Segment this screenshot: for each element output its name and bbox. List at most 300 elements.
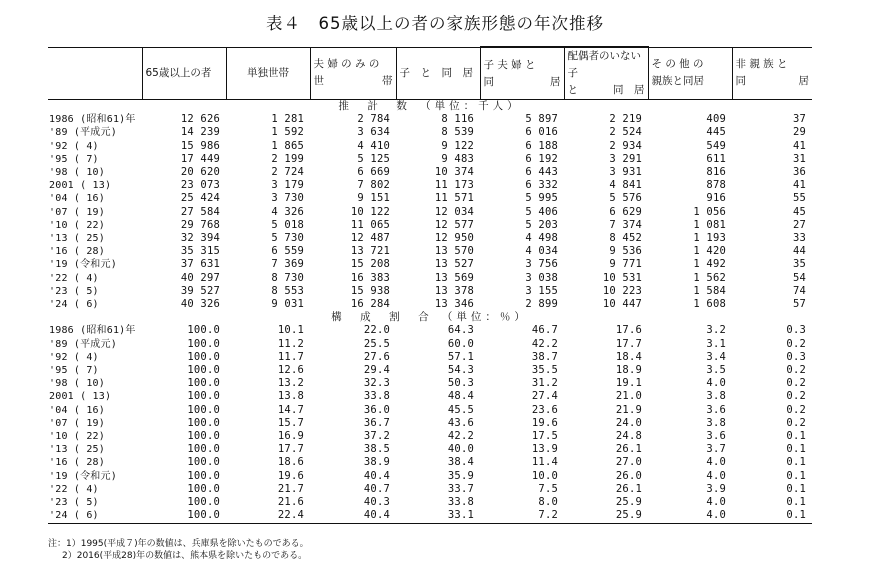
table-cell: 100.0 (187, 377, 220, 390)
table-cell: 33 (792, 232, 806, 245)
table-cell: 25.9 (615, 496, 642, 509)
row-year-label: 2001 ( 13) (49, 180, 112, 192)
table-row (48, 417, 812, 430)
table-row (48, 456, 812, 469)
table-cell: 16.9 (277, 430, 304, 443)
table-cell: 3.1 (706, 337, 726, 350)
table-cell: 57.1 (447, 350, 474, 363)
row-year-label: '92 ( 4) (49, 140, 99, 152)
table-cell: 16 284 (350, 298, 390, 311)
table-cell: 42.2 (447, 430, 474, 443)
table-cell: 57 (792, 298, 806, 311)
table-cell: 10.1 (277, 324, 304, 337)
table-cell: 17.5 (531, 430, 558, 443)
table-cell: 15 208 (350, 258, 390, 271)
table-cell: 36.7 (363, 416, 390, 429)
table-cell: 2 219 (609, 113, 642, 126)
table-cell: 20 620 (180, 166, 220, 179)
table-cell: 18.4 (615, 350, 642, 363)
table-cell: 40.3 (363, 496, 390, 509)
header-couple (310, 47, 396, 100)
table-cell: 27 584 (180, 205, 220, 218)
table-cell: 23 073 (180, 179, 220, 192)
table-cell: 1 492 (693, 258, 726, 271)
table-cell: 10 122 (350, 205, 390, 218)
table-row (48, 509, 812, 523)
table-cell: 17.6 (615, 324, 642, 337)
table-cell: 35 315 (180, 245, 220, 258)
table-cell: 33.8 (447, 496, 474, 509)
table-cell: 1 592 (271, 126, 304, 139)
table-cell: 0.3 (786, 324, 806, 337)
table-cell: 48.4 (447, 390, 474, 403)
table-cell: 100.0 (187, 403, 220, 416)
table-row (48, 206, 812, 219)
table-row (48, 232, 812, 245)
table-cell: 40 297 (180, 271, 220, 284)
table-row (48, 470, 812, 483)
table-cell: 26.1 (615, 482, 642, 495)
table-cell: 37.2 (363, 430, 390, 443)
table-cell: 0.1 (786, 496, 806, 509)
table-row (48, 496, 812, 509)
table-cell: 15.7 (277, 416, 304, 429)
table-cell: 40 326 (180, 298, 220, 311)
header-other-line1: そ の 他 の (651, 58, 704, 71)
table-cell: 1 562 (693, 271, 726, 284)
table-cell: 27.6 (363, 350, 390, 363)
table-cell: 0.1 (786, 443, 806, 456)
row-year-label: '16 ( 28) (49, 457, 105, 469)
table-row (48, 219, 812, 232)
table-cell: 14.7 (277, 403, 304, 416)
table-cell: 6 192 (525, 152, 558, 165)
table-cell: 35.5 (531, 364, 558, 377)
table-cell: 0.1 (786, 469, 806, 482)
table-cell: 13.9 (531, 443, 558, 456)
table-cell: 6 188 (525, 139, 558, 152)
header-couple-line1: 夫 婦 の み の (313, 58, 380, 71)
table-cell: 100.0 (187, 443, 220, 456)
row-year-label: '13 ( 25) (49, 444, 105, 456)
header-child-couple-line2b: 居 (550, 75, 561, 88)
header-nonrel-line2a: 同 (735, 75, 746, 88)
table-cell: 100.0 (187, 482, 220, 495)
row-year-label: '95 ( 7) (49, 365, 99, 377)
table-cell: 13 570 (434, 245, 474, 258)
table-cell: 22.0 (363, 324, 390, 337)
table-row (48, 192, 812, 205)
header-single: 単独世帯 (226, 47, 310, 100)
header-couple-line2 (314, 73, 393, 90)
table-cell: 45.5 (447, 403, 474, 416)
header-corner (48, 47, 142, 100)
footnote-2: 2）2016(平成28)年の数値は、熊本県を除いたものである。 (62, 551, 308, 561)
table-cell: 21.7 (277, 482, 304, 495)
table-cell: 12 034 (434, 205, 474, 218)
table-cell: 14 239 (180, 126, 220, 139)
row-year-label: 1986 (昭和61)年 (49, 114, 136, 126)
table-cell: 54.3 (447, 364, 474, 377)
header-couple-line2b: 帯 (382, 75, 393, 88)
section-header-row (48, 100, 812, 114)
table-cell: 26.0 (615, 469, 642, 482)
header-child-couple-line2a: 同 (483, 75, 494, 88)
table-cell: 1 193 (693, 232, 726, 245)
table-cell: 3.7 (706, 443, 726, 456)
table-cell: 3.6 (706, 403, 726, 416)
table-cell: 4.0 (706, 377, 726, 390)
table-cell: 33.7 (447, 482, 474, 495)
table-cell: 3 634 (357, 126, 390, 139)
table-cell: 8 553 (271, 284, 304, 297)
table-cell: 19.6 (531, 416, 558, 429)
header-unmarried-line2a: と (567, 84, 578, 96)
header-child-couple (480, 47, 564, 100)
table-cell: 7.2 (480, 509, 564, 523)
table-cell: 39 527 (180, 284, 220, 297)
table-row (48, 390, 812, 403)
table-cell: 2 724 (271, 166, 304, 179)
row-year-label: '22 ( 4) (49, 272, 99, 284)
table-cell: 27.4 (531, 390, 558, 403)
table-cell: 100.0 (142, 509, 226, 523)
row-year-label: '98 ( 10) (49, 167, 105, 179)
table-cell: 64.3 (447, 324, 474, 337)
table-cell: 2 784 (357, 113, 390, 126)
table-cell: 40.4 (310, 509, 396, 523)
header-child-couple-line1: 子 夫 婦 と (483, 58, 536, 71)
table-cell: 3 931 (609, 166, 642, 179)
table-cell: 11.7 (277, 350, 304, 363)
table-cell: 31 (792, 152, 806, 165)
table-cell: 29 (792, 126, 806, 139)
table-cell: 100.0 (187, 496, 220, 509)
table-cell: 33.1 (396, 509, 480, 523)
table-body (48, 100, 812, 524)
table-cell: 4 326 (271, 205, 304, 218)
table-cell: 16 383 (350, 271, 390, 284)
table-cell: 38.5 (363, 443, 390, 456)
header-unmarried-child (564, 47, 648, 100)
footnote-1: 注：1）1995(平成７)年の数値は、兵庫県を除いたものである。 (48, 539, 309, 549)
table-cell: 18.6 (277, 456, 304, 469)
header-nonrel-line1: 非 親 族 と (735, 58, 788, 71)
table-cell: 2 899 (525, 298, 558, 311)
section-header-row (48, 311, 812, 324)
table-row (48, 153, 812, 166)
table-cell: 8 452 (609, 232, 642, 245)
table-cell: 3 179 (271, 179, 304, 192)
table-cell: 35 (792, 258, 806, 271)
table-cell: 19.6 (277, 469, 304, 482)
table-cell: 3.8 (706, 390, 726, 403)
table-cell: 12 487 (350, 232, 390, 245)
table-row (48, 166, 812, 179)
table-cell: 29.4 (363, 364, 390, 377)
table-cell: 6 629 (609, 205, 642, 218)
row-year-label: '22 ( 4) (49, 483, 99, 495)
row-year-label: '24 ( 6) (49, 299, 99, 311)
table-row (48, 364, 812, 377)
table-cell: 9 151 (357, 192, 390, 205)
table-row (48, 483, 812, 496)
table-cell: 0.1 (786, 456, 806, 469)
table-cell: 5 125 (357, 152, 390, 165)
table-cell: 12 626 (180, 113, 220, 126)
table-cell: 33.8 (363, 390, 390, 403)
table-cell: 24.0 (615, 416, 642, 429)
table-cell: 40.7 (363, 482, 390, 495)
table-cell: 54 (792, 271, 806, 284)
table-cell: 40.4 (363, 469, 390, 482)
table-cell: 5 018 (271, 218, 304, 231)
table-cell: 100.0 (187, 469, 220, 482)
table-cell: 37 (792, 113, 806, 126)
table-cell: 100.0 (187, 350, 220, 363)
table-cell: 9 031 (271, 298, 304, 311)
table-cell: 12 577 (434, 218, 474, 231)
table-cell: 1 584 (693, 284, 726, 297)
row-year-label: '04 ( 16) (49, 404, 105, 416)
table-cell: 13 721 (350, 245, 390, 258)
table-cell: 12 950 (434, 232, 474, 245)
header-other-line2: 親族と同居 (651, 75, 704, 88)
table-cell: 4.0 (706, 469, 726, 482)
table-cell: 10 447 (602, 298, 642, 311)
table-cell: 29 768 (180, 218, 220, 231)
row-year-label: 1986 (昭和61)年 (49, 325, 136, 337)
table-cell: 21.9 (615, 403, 642, 416)
table-cell: 19.1 (615, 377, 642, 390)
table-row (48, 298, 812, 311)
family-type-table-container (48, 46, 812, 524)
table-cell: 100.0 (187, 390, 220, 403)
table-cell: 3.2 (706, 324, 726, 337)
table-cell: 1 420 (693, 245, 726, 258)
footnotes (48, 538, 309, 562)
table-cell: 100.0 (187, 324, 220, 337)
table-cell: 7 369 (271, 258, 304, 271)
row-year-label: '16 ( 28) (49, 246, 105, 258)
table-cell: 4 498 (525, 232, 558, 245)
table-cell: 13 346 (434, 298, 474, 311)
table-row (48, 324, 812, 337)
table-cell: 445 (706, 126, 726, 139)
table-cell: 5 730 (271, 232, 304, 245)
table-cell: 42.2 (531, 337, 558, 350)
row-year-label: '89 (平成元) (49, 338, 117, 350)
row-year-label: '10 ( 22) (49, 431, 105, 443)
table-cell: 9 483 (441, 152, 474, 165)
row-year-label: '89 (平成元) (49, 127, 117, 139)
table-cell: 11 173 (434, 179, 474, 192)
table-cell: 0.2 (786, 403, 806, 416)
header-elderly: 65歳以上の者 (142, 47, 226, 100)
row-year-label: '19 (令和元) (49, 470, 117, 482)
row-year-label: '24 ( 6) (48, 509, 142, 523)
table-cell: 6 016 (525, 126, 558, 139)
table-cell: 1 608 (693, 298, 726, 311)
row-year-label: '23 ( 5) (49, 497, 99, 509)
table-cell: 4 034 (525, 245, 558, 258)
table-cell: 1 865 (271, 139, 304, 152)
table-cell: 8 116 (441, 113, 474, 126)
table-row (48, 140, 812, 153)
row-year-label: '07 ( 19) (49, 417, 105, 429)
table-cell: 26.1 (615, 443, 642, 456)
table-cell: 36 (792, 166, 806, 179)
table-cell: 0.2 (786, 416, 806, 429)
table-row (48, 245, 812, 258)
table-cell: 32 394 (180, 232, 220, 245)
row-year-label: '10 ( 22) (49, 219, 105, 231)
table-row (48, 430, 812, 443)
table-cell: 38.9 (363, 456, 390, 469)
table-cell: 18.9 (615, 364, 642, 377)
table-cell: 4.0 (648, 509, 732, 523)
table-cell: 0.2 (786, 390, 806, 403)
table-cell: 100.0 (187, 456, 220, 469)
table-cell: 74 (792, 284, 806, 297)
table-row (48, 113, 812, 126)
row-year-label: '19 (令和元) (49, 259, 117, 271)
row-year-label: '13 ( 25) (49, 233, 105, 245)
table-cell: 878 (706, 179, 726, 192)
header-couple-line2a: 世 (313, 75, 324, 88)
table-row (48, 377, 812, 390)
table-cell: 5 203 (525, 218, 558, 231)
table-cell: 43.6 (447, 416, 474, 429)
table-cell: 38.7 (531, 350, 558, 363)
table-cell: 13 569 (434, 271, 474, 284)
table-cell: 11 065 (350, 218, 390, 231)
table-cell: 17.7 (277, 443, 304, 456)
table-row (48, 404, 812, 417)
table-cell: 3 756 (525, 258, 558, 271)
table-cell: 25.5 (363, 337, 390, 350)
table-cell: 3.6 (706, 430, 726, 443)
table-cell: 7 802 (357, 179, 390, 192)
table-cell: 44 (792, 245, 806, 258)
table-cell: 27 (792, 218, 806, 231)
table-row (48, 443, 812, 456)
table-cell: 4 841 (609, 179, 642, 192)
table-cell: 45 (792, 205, 806, 218)
table-cell: 6 332 (525, 179, 558, 192)
row-year-label: '95 ( 7) (49, 153, 99, 165)
row-year-label: '04 ( 16) (49, 193, 105, 205)
table-cell: 549 (706, 139, 726, 152)
table-cell: 50.3 (447, 377, 474, 390)
table-cell: 1 081 (693, 218, 726, 231)
table-cell: 6 559 (271, 245, 304, 258)
header-non-relatives (732, 47, 812, 100)
table-cell: 5 576 (609, 192, 642, 205)
table-cell: 21.6 (277, 496, 304, 509)
table-cell: 41 (792, 179, 806, 192)
header-unmarried-line1: 配偶者のいない子 (567, 50, 641, 79)
table-cell: 5 406 (525, 205, 558, 218)
table-cell: 13 378 (434, 284, 474, 297)
table-cell: 40.0 (447, 443, 474, 456)
table-cell: 3 291 (609, 152, 642, 165)
header-child-couple-line2 (484, 74, 561, 91)
table-row (48, 351, 812, 364)
row-year-label: '92 ( 4) (49, 351, 99, 363)
table-cell: 10 374 (434, 166, 474, 179)
table-cell: 5 897 (525, 113, 558, 126)
row-year-label: '98 ( 10) (49, 378, 105, 390)
table-cell: 0.1 (786, 482, 806, 495)
table-cell: 100.0 (187, 364, 220, 377)
header-with-child: 子 と 同 居 (396, 47, 480, 100)
table-cell: 15 986 (180, 139, 220, 152)
table-cell: 8 730 (271, 271, 304, 284)
table-cell: 4 410 (357, 139, 390, 152)
table-cell: 100.0 (187, 416, 220, 429)
table-cell: 3.9 (706, 482, 726, 495)
table-cell: 2 934 (609, 139, 642, 152)
table-cell: 3.8 (706, 416, 726, 429)
table-cell: 25 424 (180, 192, 220, 205)
table-cell: 12.6 (277, 364, 304, 377)
table-cell: 11.2 (277, 337, 304, 350)
table-cell: 3.4 (706, 350, 726, 363)
table-header-row (48, 47, 812, 100)
table-row (48, 272, 812, 285)
table-cell: 37 631 (180, 258, 220, 271)
table-cell: 0.1 (786, 430, 806, 443)
table-cell: 15 938 (350, 284, 390, 297)
table-cell: 816 (706, 166, 726, 179)
table-cell: 3 038 (525, 271, 558, 284)
table-cell: 7 374 (609, 218, 642, 231)
table-cell: 1 281 (271, 113, 304, 126)
table-cell: 13.8 (277, 390, 304, 403)
table-cell: 22.4 (226, 509, 310, 523)
table-cell: 23.6 (531, 403, 558, 416)
table-cell: 8.0 (538, 496, 558, 509)
table-cell: 27.0 (615, 456, 642, 469)
table-cell: 17.7 (615, 337, 642, 350)
table-cell: 38.4 (447, 456, 474, 469)
table-cell: 32.3 (363, 377, 390, 390)
table-cell: 10 223 (602, 284, 642, 297)
table-cell: 21.0 (615, 390, 642, 403)
table-cell: 2 524 (609, 126, 642, 139)
section-label: 構 成 割 合 （単位：％） (331, 311, 529, 324)
table-cell: 8 539 (441, 126, 474, 139)
table-cell: 5 995 (525, 192, 558, 205)
table-cell: 24.8 (615, 430, 642, 443)
table-cell: 4.0 (706, 456, 726, 469)
table-cell: 10 531 (602, 271, 642, 284)
table-cell: 6 669 (357, 166, 390, 179)
header-unmarried-line2 (568, 82, 645, 99)
table-row (48, 126, 812, 139)
table-cell: 0.1 (732, 509, 812, 523)
table-cell: 0.2 (786, 337, 806, 350)
table-cell: 1 056 (693, 205, 726, 218)
table-cell: 9 122 (441, 139, 474, 152)
header-nonrel-line2 (736, 73, 810, 90)
table-cell: 9 536 (609, 245, 642, 258)
header-other-relatives (648, 47, 732, 100)
table-cell: 0.2 (786, 377, 806, 390)
table-cell: 17 449 (180, 152, 220, 165)
table-cell: 100.0 (187, 337, 220, 350)
